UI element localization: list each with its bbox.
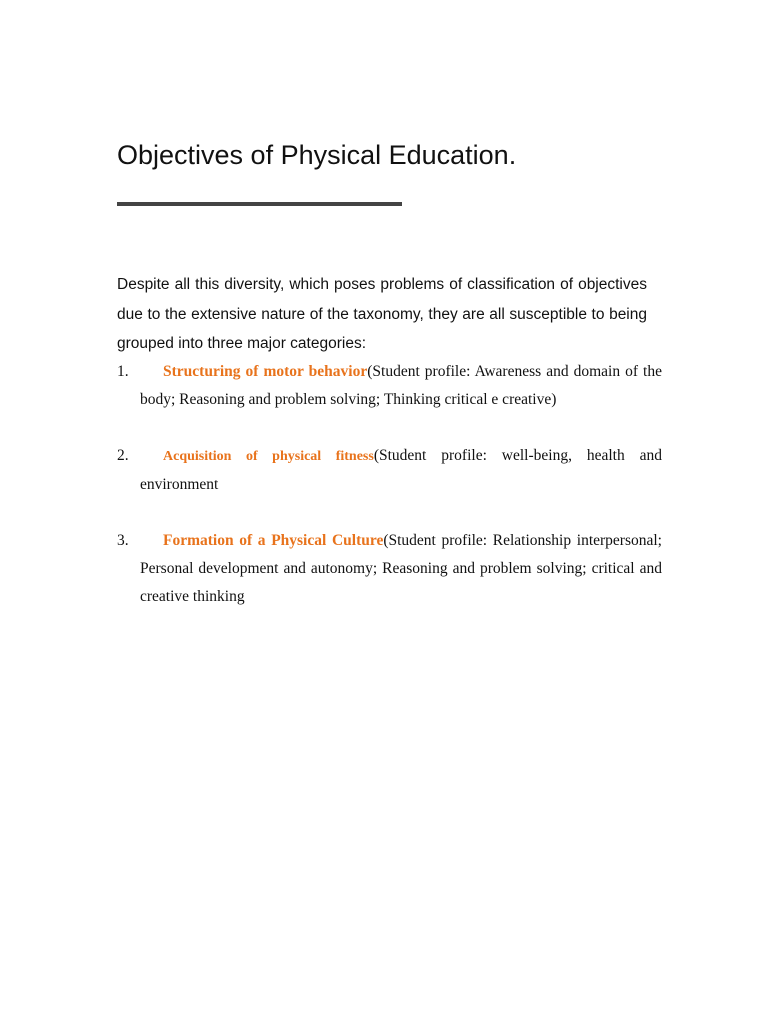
intro-paragraph: Despite all this diversity, which poses problems of classification of objectives due to the extensive nature of the taxonomy, they are all susceptible to being grouped into three major categories: [117, 276, 647, 352]
objective-description: (Student profile: Relationship interpersonal; Personal development and autonomy; Reasoning and problem solving; critical and creative thinking [140, 532, 662, 605]
objective-highlight: Formation of a Physical Culture [163, 532, 384, 549]
title-underline [117, 202, 402, 206]
objective-highlight: Acquisition of physical fitness [163, 449, 374, 464]
page-title: Objectives of Physical Education. [117, 140, 517, 170]
objective-description: (Student profile: Awareness and domain of the body; Reasoning and problem solving; Thinking critical e creative) [140, 363, 662, 408]
objectives-list [117, 358, 662, 611]
list-item [117, 358, 662, 414]
list-item [117, 442, 662, 499]
list-item [117, 527, 662, 611]
list-item-number: 3. [117, 532, 129, 549]
objective-highlight: Structuring of motor behavior [163, 363, 368, 380]
list-item-number: 1. [117, 363, 129, 380]
list-item-number: 2. [117, 447, 129, 464]
objective-description: (Student profile: well-being, health and environment [140, 447, 663, 493]
